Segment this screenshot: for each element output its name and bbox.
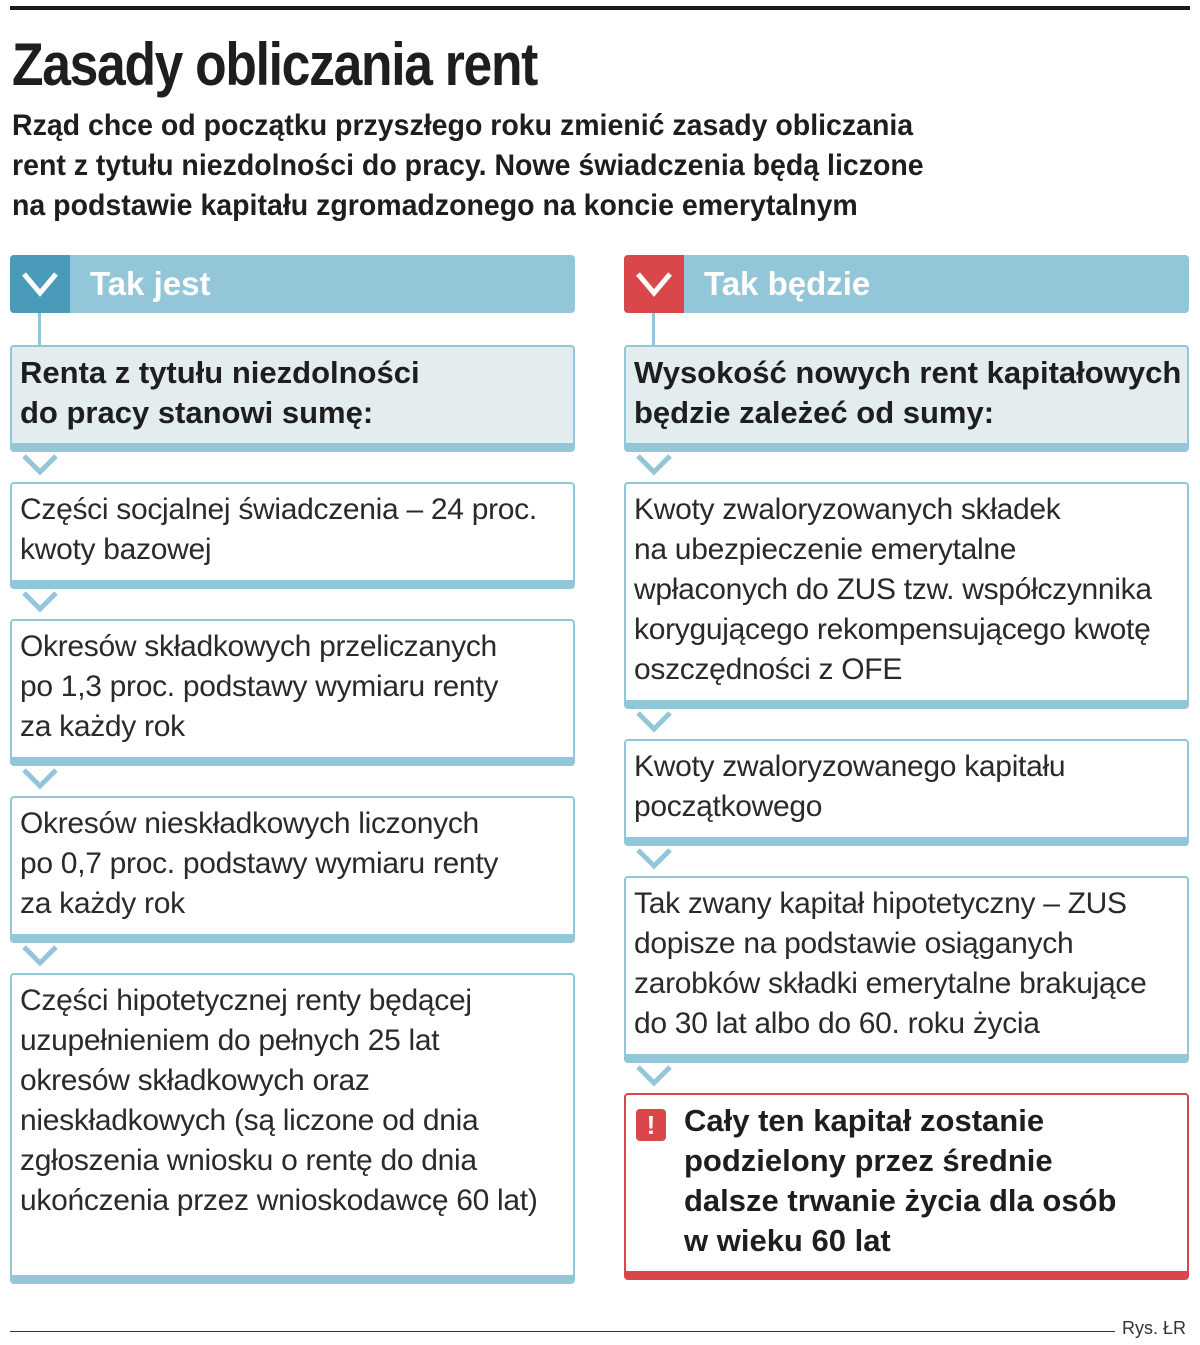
exclamation-icon: ! — [636, 1109, 666, 1141]
bottom-rule — [10, 1331, 1115, 1332]
item-line: po 0,7 proc. podstawy wymiaru renty — [20, 847, 499, 880]
item-line: kwoty bazowej — [20, 533, 212, 566]
connector-stem — [38, 313, 41, 345]
subtitle — [12, 106, 1076, 226]
item-line: Kwoty zwaloryzowanego kapitału — [634, 750, 1066, 783]
item-line: zarobków składki emerytalne brakujące — [634, 967, 1147, 1000]
item-line: ukończenia przez wnioskodawcę 60 lat) — [20, 1184, 538, 1217]
note-line: dalsze trwanie życia dla osób — [684, 1183, 1117, 1218]
intro-line: Renta z tytułu niezdolności — [20, 355, 420, 390]
warning-note — [624, 1093, 1189, 1280]
item-line: korygującego rekompensującego kwotę — [634, 613, 1151, 646]
column-intro — [624, 345, 1189, 452]
connector — [10, 943, 575, 973]
item-line: za każdy rok — [20, 710, 185, 743]
item-line: nieskładkowych (są liczone od dnia — [20, 1104, 479, 1137]
column-header — [10, 255, 575, 313]
subtitle-line: rent z tytułu niezdolności do pracy. Nowe świadczenia będą liczone — [12, 149, 924, 182]
chevron-down-icon — [624, 255, 684, 313]
item-line: Okresów nieskładkowych liczonych — [20, 807, 479, 840]
list-item — [624, 739, 1189, 846]
note-line: podzielony przez średnie — [684, 1143, 1053, 1178]
item-line: początkowego — [634, 790, 823, 823]
connector-stem — [652, 313, 655, 345]
intro-line: będzie zależeć od sumy: — [634, 395, 995, 430]
credit: Rys. ŁR — [1122, 1318, 1187, 1338]
item-line: po 1,3 proc. podstawy wymiaru renty — [20, 670, 499, 703]
intro-line: do pracy stanowi sumę: — [20, 395, 374, 430]
page-title: Zasady obliczania rent — [12, 31, 538, 98]
subtitle-line: na podstawie kapitału zgromadzonego na koncie emerytalnym — [12, 189, 858, 222]
item-line: Okresów składkowych przeliczanych — [20, 630, 497, 663]
connector — [624, 452, 1189, 482]
item-line: Tak zwany kapitał hipotetyczny – ZUS — [634, 887, 1127, 920]
top-rule — [10, 6, 1190, 10]
intro-line: Wysokość nowych rent kapitałowych — [634, 355, 1182, 390]
column-header-label: Tak jest — [90, 265, 211, 302]
connector — [624, 846, 1189, 876]
column-intro — [10, 345, 575, 452]
connector — [10, 589, 575, 619]
list-item — [10, 619, 575, 766]
item-line: dopisze na podstawie osiąganych — [634, 927, 1074, 960]
chevron-down-icon — [10, 255, 70, 313]
item-line: okresów składkowych oraz — [20, 1064, 370, 1097]
item-line: zgłoszenia wniosku o rentę do dnia — [20, 1144, 477, 1177]
connector — [624, 1063, 1189, 1093]
list-item — [10, 482, 575, 589]
item-line: wpłaconych do ZUS tzw. współczynnika — [634, 573, 1152, 606]
item-line: Kwoty zwaloryzowanych składek — [634, 493, 1061, 526]
list-item — [10, 796, 575, 943]
item-line: na ubezpieczenie emerytalne — [634, 533, 1017, 566]
item-line: uzupełnieniem do pełnych 25 lat — [20, 1024, 440, 1057]
column-header-label: Tak będzie — [704, 265, 871, 302]
column-header — [624, 255, 1189, 313]
item-line: Części hipotetycznej renty będącej — [20, 984, 472, 1017]
note-line: w wieku 60 lat — [684, 1223, 891, 1258]
column-tak-bedzie — [624, 255, 1189, 1280]
list-item — [624, 482, 1189, 709]
item-line: oszczędności z OFE — [634, 653, 903, 686]
connector — [624, 709, 1189, 739]
connector — [10, 766, 575, 796]
list-item — [10, 973, 575, 1284]
connector — [10, 452, 575, 482]
column-tak-jest — [10, 255, 575, 1284]
item-line: za każdy rok — [20, 887, 185, 920]
note-line: Cały ten kapitał zostanie — [684, 1103, 1045, 1138]
item-line: Części socjalnej świadczenia – 24 proc. — [20, 493, 537, 526]
list-item — [624, 876, 1189, 1063]
item-line: do 30 lat albo do 60. roku życia — [634, 1007, 1040, 1040]
subtitle-line: Rząd chce od początku przyszłego roku zmienić zasady obliczania — [12, 109, 914, 142]
